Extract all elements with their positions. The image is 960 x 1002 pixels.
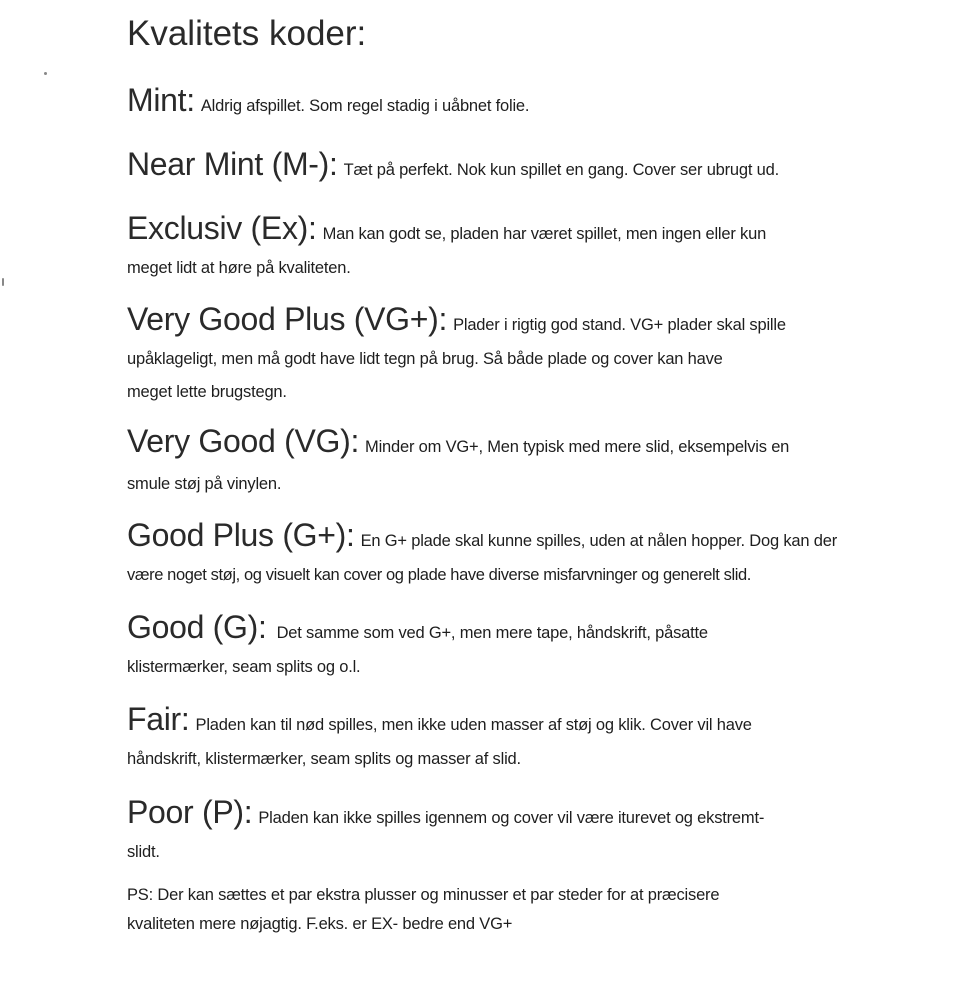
grade-description-cont: være noget støj, og visuelt kan cover og plade have diverse misfarvninger og generelt slid.	[127, 566, 751, 584]
grade-description-cont: klistermærker, seam splits og o.l.	[127, 658, 361, 676]
grade-description: Det samme som ved G+, men mere tape, håndskrift, påsatte	[276, 624, 708, 642]
grade-description: Tæt på perfekt. Nok kun spillet en gang. Cover ser ubrugt ud.	[343, 161, 779, 179]
grade-fair	[127, 701, 752, 777]
grade-term: Good (G):	[127, 609, 267, 645]
grade-term: Near Mint (M-):	[127, 146, 338, 182]
page-title: Kvalitets koder:	[127, 14, 367, 53]
grade-description-cont: smule støj på vinylen.	[127, 475, 282, 493]
grade-exclusiv	[127, 210, 766, 286]
scan-speck	[2, 278, 4, 286]
grade-term: Very Good Plus (VG+):	[127, 301, 448, 337]
grade-term: Fair:	[127, 701, 190, 737]
grade-mint	[127, 82, 529, 122]
grade-term: Very Good (VG):	[127, 423, 360, 459]
grade-description: Man kan godt se, pladen har været spillet, men ingen eller kun	[322, 225, 767, 243]
postscript-line: PS: Der kan sættes et par ekstra plusser og minusser et par steder for at præcisere	[127, 886, 720, 904]
grade-description: Pladen kan ikke spilles igennem og cover vil være iturevet og ekstremt-	[258, 809, 765, 827]
grade-description: Minder om VG+, Men typisk med mere slid, eksempelvis en	[365, 438, 790, 456]
grade-description: Plader i rigtig god stand. VG+ plader skal spille	[453, 316, 786, 334]
grade-term: Mint:	[127, 82, 195, 118]
grade-description: Aldrig afspillet. Som regel stadig i uåbnet folie.	[200, 97, 530, 115]
grade-description-cont: upåklageligt, men må godt have lidt tegn på brug. Så både plade og cover kan have	[127, 350, 723, 368]
grade-very-good-plus	[127, 301, 786, 407]
grade-description: En G+ plade skal kunne spilles, uden at nålen hopper. Dog kan der	[360, 532, 837, 550]
grade-description-cont: meget lidt at høre på kvaliteten.	[127, 259, 351, 277]
grade-near-mint	[127, 146, 779, 186]
grade-description-cont: meget lette brugstegn.	[127, 383, 287, 401]
grade-very-good	[127, 423, 789, 505]
scan-speck	[44, 72, 47, 75]
postscript-line: kvaliteten mere nøjagtig. F.eks. er EX- bedre end VG+	[127, 915, 513, 933]
grade-poor	[127, 794, 764, 870]
grade-description-cont: håndskrift, klistermærker, seam splits og masser af slid.	[127, 750, 521, 768]
grade-term: Exclusiv (Ex):	[127, 210, 317, 246]
grade-term: Poor (P):	[127, 794, 253, 830]
grade-good-plus	[127, 517, 837, 593]
grade-description-cont: slidt.	[127, 843, 160, 861]
grade-term: Good Plus (G+):	[127, 517, 355, 553]
grade-good	[127, 609, 708, 685]
grade-description: Pladen kan til nød spilles, men ikke uden masser af støj og klik. Cover vil have	[195, 716, 752, 734]
